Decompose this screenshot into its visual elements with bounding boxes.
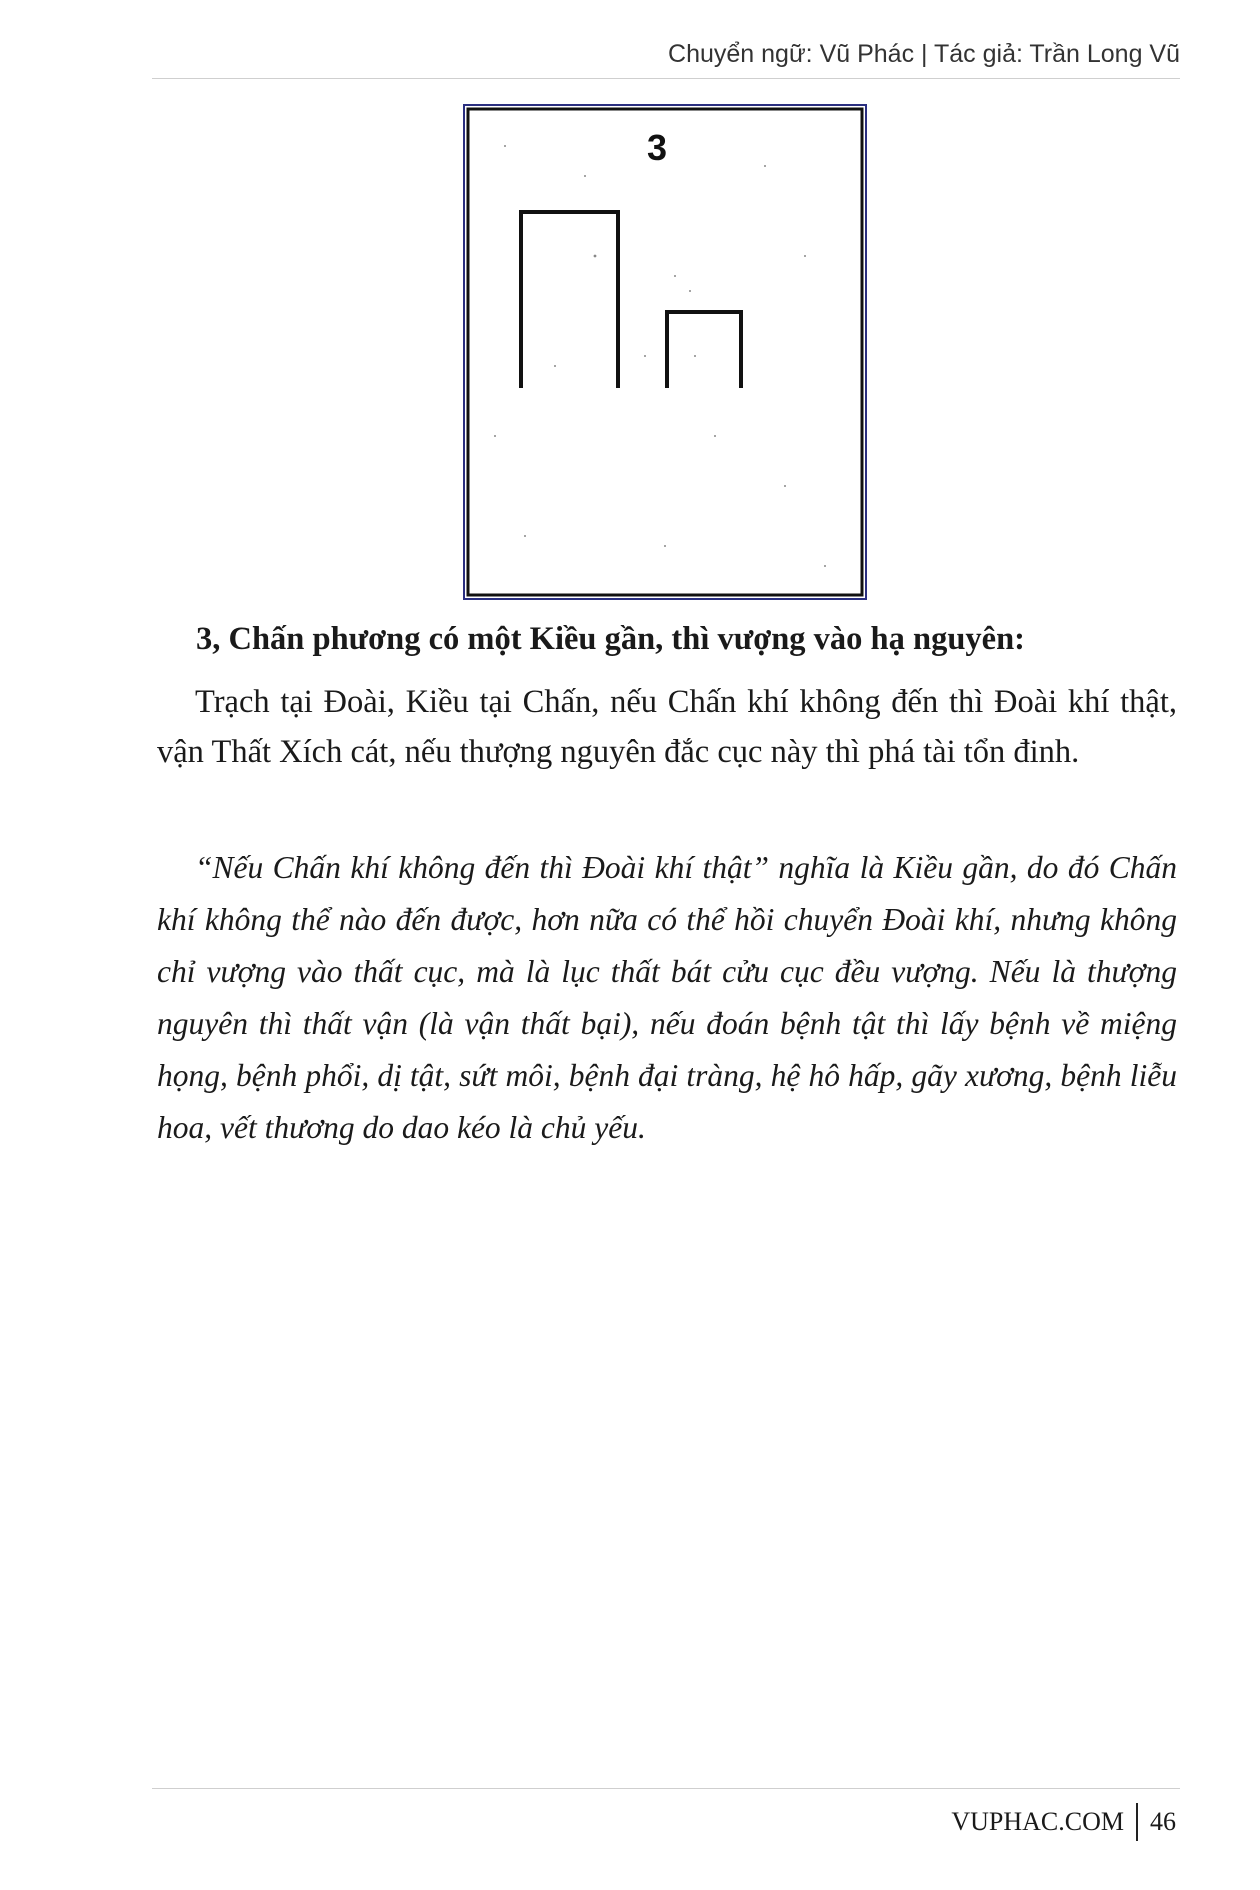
footer-site-name: VUPHAC.COM bbox=[951, 1807, 1124, 1836]
diagram-drawing bbox=[465, 106, 865, 598]
page-footer bbox=[152, 1788, 1180, 1849]
page-header bbox=[152, 38, 1180, 79]
short-bridge-shape bbox=[667, 312, 741, 388]
footer-divider bbox=[1136, 1803, 1138, 1841]
body-paragraph bbox=[157, 677, 1177, 777]
header-credits: Chuyển ngữ: Vũ Phác | Tác giả: Trần Long Vũ bbox=[668, 40, 1180, 68]
paragraph-text: “Nếu Chấn khí không đến thì Đoài khí thật” nghĩa là Kiều gần, do đó Chấn khí không thể nào đến được, hơn nữa có thể hồi chuyển Đoài khí, nhưng không chỉ vượng vào thất cục, mà là lục thất bát cửu cục đều vượng. Nếu là thượng nguyên thì thất vận (là vận thất bại), nếu đoán bệnh tật thì lấy bệnh về miệng họng, bệnh phổi, dị tật, sứt môi, bệnh đại tràng, hệ hô hấp, gãy xương, bệnh liễu hoa, vết thương do dao kéo là chủ yếu. bbox=[157, 850, 1177, 1145]
diagram-figure bbox=[463, 104, 867, 600]
section-heading: 3, Chấn phương có một Kiều gần, thì vượng vào hạ nguyên: bbox=[196, 621, 1025, 657]
footer-content bbox=[951, 1803, 1176, 1841]
scan-speckles bbox=[494, 145, 826, 567]
figure-number: 3 bbox=[647, 127, 668, 168]
paragraph-text: Trạch tại Đoài, Kiều tại Chấn, nếu Chấn khí không đến thì Đoài khí thật, vận Thất Xích cát, nếu thượng nguyên đắc cục này thì phá tài tổn đinh. bbox=[157, 684, 1177, 770]
italic-paragraph bbox=[157, 842, 1177, 1154]
tall-building-shape bbox=[521, 212, 618, 388]
page-number: 46 bbox=[1150, 1807, 1176, 1836]
